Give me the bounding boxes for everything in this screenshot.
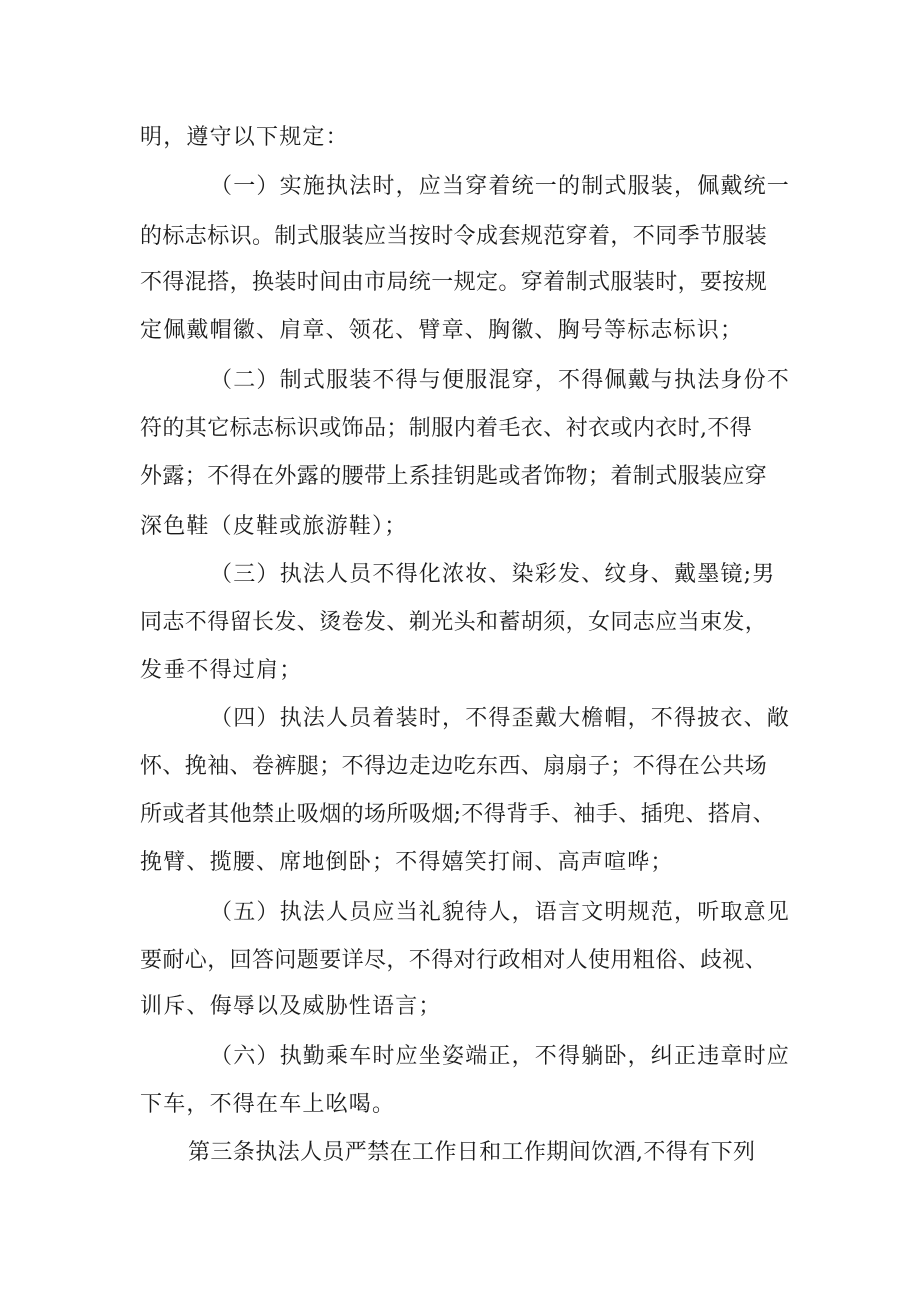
text-line: 挽臂、揽腰、席地倒卧；不得嬉笑打闹、高声喧哗； bbox=[140, 850, 674, 875]
text-line: （六）执勤乘车时应坐姿端正，不得躺卧，纠正违章时应 bbox=[210, 1044, 791, 1069]
text-line: 要耐心，回答问题要详尽，不得对行政相对人使用粗俗、歧视、 bbox=[140, 948, 768, 973]
text-line: 第三条执法人员严禁在工作日和工作期间饮酒,不得有下列 bbox=[188, 1140, 756, 1165]
text-line: 定佩戴帽徽、肩章、领花、臂章、胸徽、胸号等标志标识； bbox=[140, 318, 744, 343]
text-line: 所或者其他禁止吸烟的场所吸烟;不得背手、袖手、插兜、搭肩、 bbox=[140, 802, 776, 827]
text-line: 发垂不得过肩； bbox=[140, 658, 303, 683]
text-line: （二）制式服装不得与便服混穿，不得佩戴与执法身份不 bbox=[210, 368, 791, 393]
text-line: 不得混搭，换装时间由市局统一规定。穿着制式服装时，要按规 bbox=[140, 270, 768, 295]
text-line: 符的其它标志标识或饰品；制服内着毛衣、衬衣或内衣时,不得 bbox=[140, 416, 753, 441]
text-line: （三）执法人员不得化浓妆、染彩发、纹身、戴墨镜;男 bbox=[210, 562, 776, 587]
text-line: 的标志标识。制式服装应当按时令成套规范穿着，不同季节服装 bbox=[140, 224, 768, 249]
text-line: （五）执法人员应当礼貌待人，语言文明规范，听取意见 bbox=[210, 900, 791, 925]
text-line: 外露；不得在外露的腰带上系挂钥匙或者饰物；着制式服装应穿 bbox=[140, 464, 768, 489]
text-line: 同志不得留长发、烫卷发、剃光头和蓄胡须，女同志应当束发， bbox=[140, 610, 768, 635]
text-line: 深色鞋（皮鞋或旅游鞋）； bbox=[140, 514, 408, 539]
text-line: 明，遵守以下规定： bbox=[140, 125, 349, 150]
text-line: 怀、挽袖、卷裤腿；不得边走边吃东西、扇扇子；不得在公共场 bbox=[140, 754, 768, 779]
text-line: 下车，不得在车上吆喝。 bbox=[140, 1092, 396, 1117]
text-line: 训斥、侮辱以及威胁性语言； bbox=[140, 994, 442, 1019]
text-line: （四）执法人员着装时，不得歪戴大檐帽，不得披衣、敞 bbox=[210, 706, 791, 731]
text-line: （一）实施执法时，应当穿着统一的制式服装，佩戴统一 bbox=[210, 174, 791, 199]
